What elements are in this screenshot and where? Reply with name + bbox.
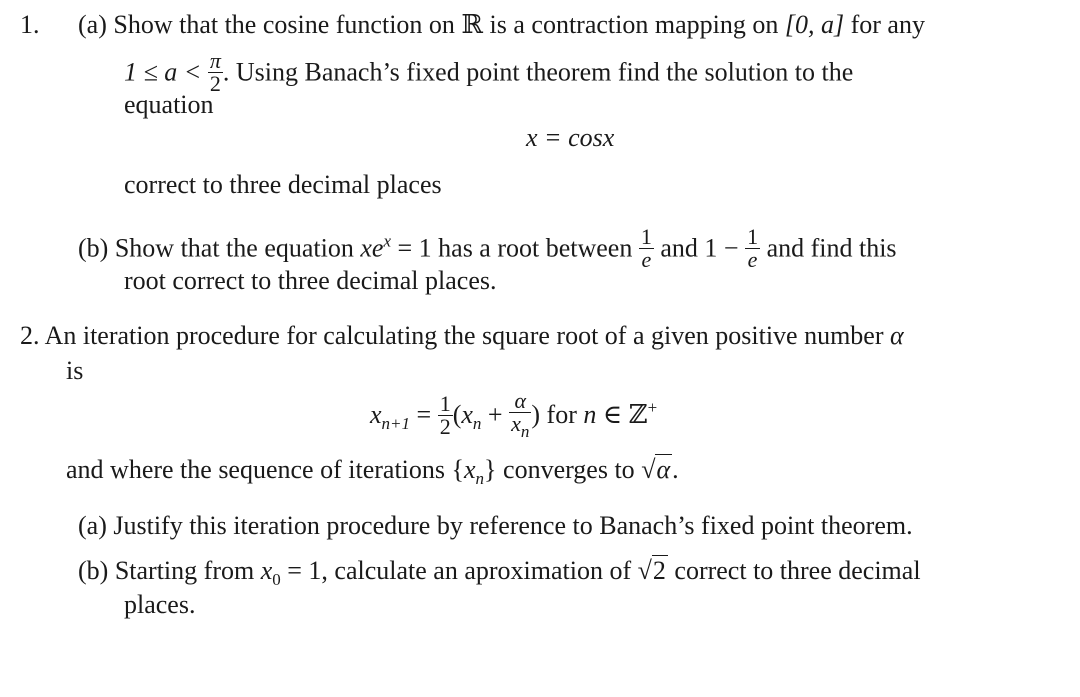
- q1b-line-2: root correct to three decimal places.: [124, 266, 497, 295]
- q2a-line: (a) Justify this iteration procedure by reference to Banach’s fixed point theorem.: [78, 511, 913, 540]
- sqrt-two: √2: [637, 556, 666, 585]
- q2a-label: (a): [78, 511, 107, 540]
- q2-line-1: 2. An iteration procedure for calculating the square root of a given positive number α: [20, 321, 904, 350]
- q1b-line-1: (b) Show that the equation $xe^x = 1$ has a root between $\frac{1}{e}$ and 1 − $\frac{1}{e}$ and find this: [78, 224, 897, 272]
- iteration-formula: $x_{n+1}$ = $\frac{1}{2}$ ($x_n$ + $\frac{\alpha}{x_n}$ ) for n ∈ ℤ+: [370, 388, 658, 441]
- q1a-line-4: correct to three decimal places: [124, 170, 442, 199]
- q2b-line-1: (b) Starting from $x_0 = 1$, calculate an aproximation of √2 correct to three decimal: [78, 556, 921, 589]
- q1a-line-2: 1 ≤ a < $\frac{\pi}{2}$ . Using Banach’s fixed point theorem find the solution to the: [124, 48, 854, 96]
- q2-line-3: and where the sequence of iterations $\{x_n\}$ converges to √α.: [66, 455, 679, 488]
- one-over-e-2: $\frac{1}{e}$: [747, 224, 759, 272]
- q2b-label: (b): [78, 556, 109, 585]
- sqrt-alpha: √α: [641, 455, 671, 484]
- q2b-line-2: places.: [124, 590, 196, 619]
- q1b-label: (b): [78, 233, 109, 263]
- interval: [0, a]: [784, 10, 845, 39]
- cosine-equation: x = cosx: [526, 123, 615, 152]
- a-inequality: 1 ≤ a <: [124, 57, 208, 87]
- one-half: $\frac{1}{2}$: [439, 390, 451, 439]
- q1a-line-3: equation: [124, 90, 214, 119]
- alpha-over-xn: $\frac{\alpha}{x_n}$: [511, 388, 530, 441]
- q1a-line-1: (a) Show that the cosine function on ℝ is a contraction mapping on [0, a] for any: [78, 10, 925, 39]
- reals-symbol: ℝ: [461, 10, 484, 39]
- q2-number: 2.: [20, 321, 40, 350]
- pi-over-two: $\frac{\pi}{2}$: [209, 48, 221, 96]
- one-over-e: $\frac{1}{e}$: [640, 224, 652, 272]
- q1-number: 1.: [20, 10, 40, 39]
- q1a-label: (a): [78, 10, 107, 39]
- q2-line-2: is: [66, 356, 84, 385]
